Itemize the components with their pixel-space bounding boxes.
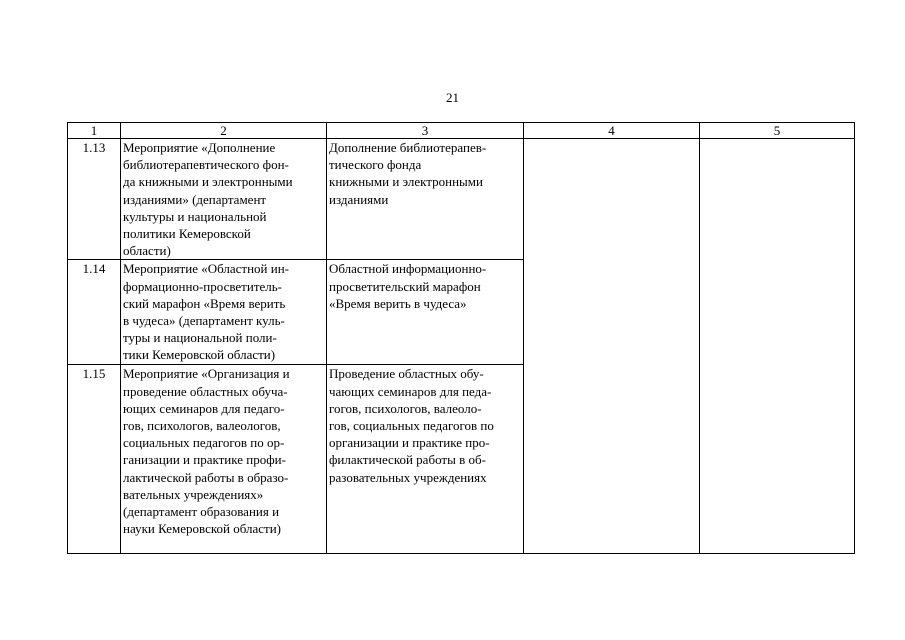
measure-name-line: (департамент образования и (123, 504, 280, 520)
measure-result-line: «Время верить в чудеса» (329, 295, 467, 311)
measure-result-line: гогов, психологов, валеоло- (329, 400, 482, 416)
column-header-5: 5 (700, 123, 855, 139)
measure-result-line: Областной информационно- (329, 261, 487, 277)
measure-name-cell (121, 260, 327, 365)
column-header-1: 1 (68, 123, 121, 139)
column-header-4: 4 (524, 123, 700, 139)
measure-name-line: формационно-просветитель- (123, 278, 283, 294)
measure-name-line: политики Кемеровской (123, 226, 251, 242)
measure-result-line: филактической работы в об- (329, 452, 486, 468)
measure-result-cell (327, 260, 524, 365)
measure-result-line: гов, социальных педагогов по (329, 418, 494, 434)
header-row (68, 123, 855, 139)
measure-name-line: тики Кемеровской области) (123, 347, 276, 363)
measure-name-line: социальных педагогов по ор- (123, 435, 285, 451)
row-number: 1.14 (68, 260, 121, 365)
row-number: 1.13 (68, 139, 121, 260)
measure-result-cell (327, 139, 524, 260)
measure-result-line: книжными и электронными (329, 174, 483, 190)
measure-name-line: изданиями» (департамент (123, 191, 267, 207)
measure-name-line: науки Кемеровской области) (123, 521, 282, 537)
measure-name-line: ганизации и практике профи- (123, 452, 286, 468)
row-number: 1.15 (68, 365, 121, 554)
measure-name-line: ский марафон «Время верить (123, 295, 286, 311)
measure-name-line: да книжными и электронными (123, 174, 293, 190)
column-5-cell (700, 139, 855, 554)
table-row (68, 139, 855, 260)
measure-result-line: тического фонда (329, 157, 422, 173)
column-header-2: 2 (121, 123, 327, 139)
measure-name-line: культуры и национальной (123, 208, 267, 224)
column-header-3: 3 (327, 123, 524, 139)
measure-name-line: в чудеса» (департамент куль- (123, 313, 285, 329)
measure-result-line: просветительский марафон (329, 278, 481, 294)
measure-result-line: Дополнение библиотерапев- (329, 140, 487, 155)
measure-result-line: чающих семинаров для педа- (329, 383, 492, 399)
measure-result-line: организации и практике про- (329, 435, 490, 451)
page-number: 21 (446, 90, 459, 105)
measure-result-line: изданиями (329, 191, 389, 207)
measure-result-line: разовательных учреждениях (329, 469, 487, 485)
measure-name-line: вательных учреждениях» (123, 486, 264, 502)
measure-name-line: ющих семинаров для педаго- (123, 400, 285, 416)
measure-name-line: Мероприятие «Областной ин- (123, 261, 290, 277)
measure-result-cell (327, 365, 524, 554)
measure-name-line: гов, психологов, валеологов, (123, 418, 281, 434)
measure-name-line: лактической работы в образо- (123, 469, 289, 485)
measure-result-line: Проведение областных обу- (329, 366, 484, 382)
measure-name-line: библиотерапевтического фон- (123, 157, 289, 173)
measure-name-cell (121, 139, 327, 260)
measure-name-line: Мероприятие «Организация и (123, 366, 290, 382)
measure-name-line: проведение областных обуча- (123, 383, 288, 399)
measure-name-line: области) (123, 243, 171, 259)
measures-table (67, 122, 855, 554)
measure-name-line: туры и национальной поли- (123, 330, 277, 346)
measure-name-line: Мероприятие «Дополнение (123, 140, 276, 155)
measure-name-cell (121, 365, 327, 554)
column-4-cell (524, 139, 700, 554)
